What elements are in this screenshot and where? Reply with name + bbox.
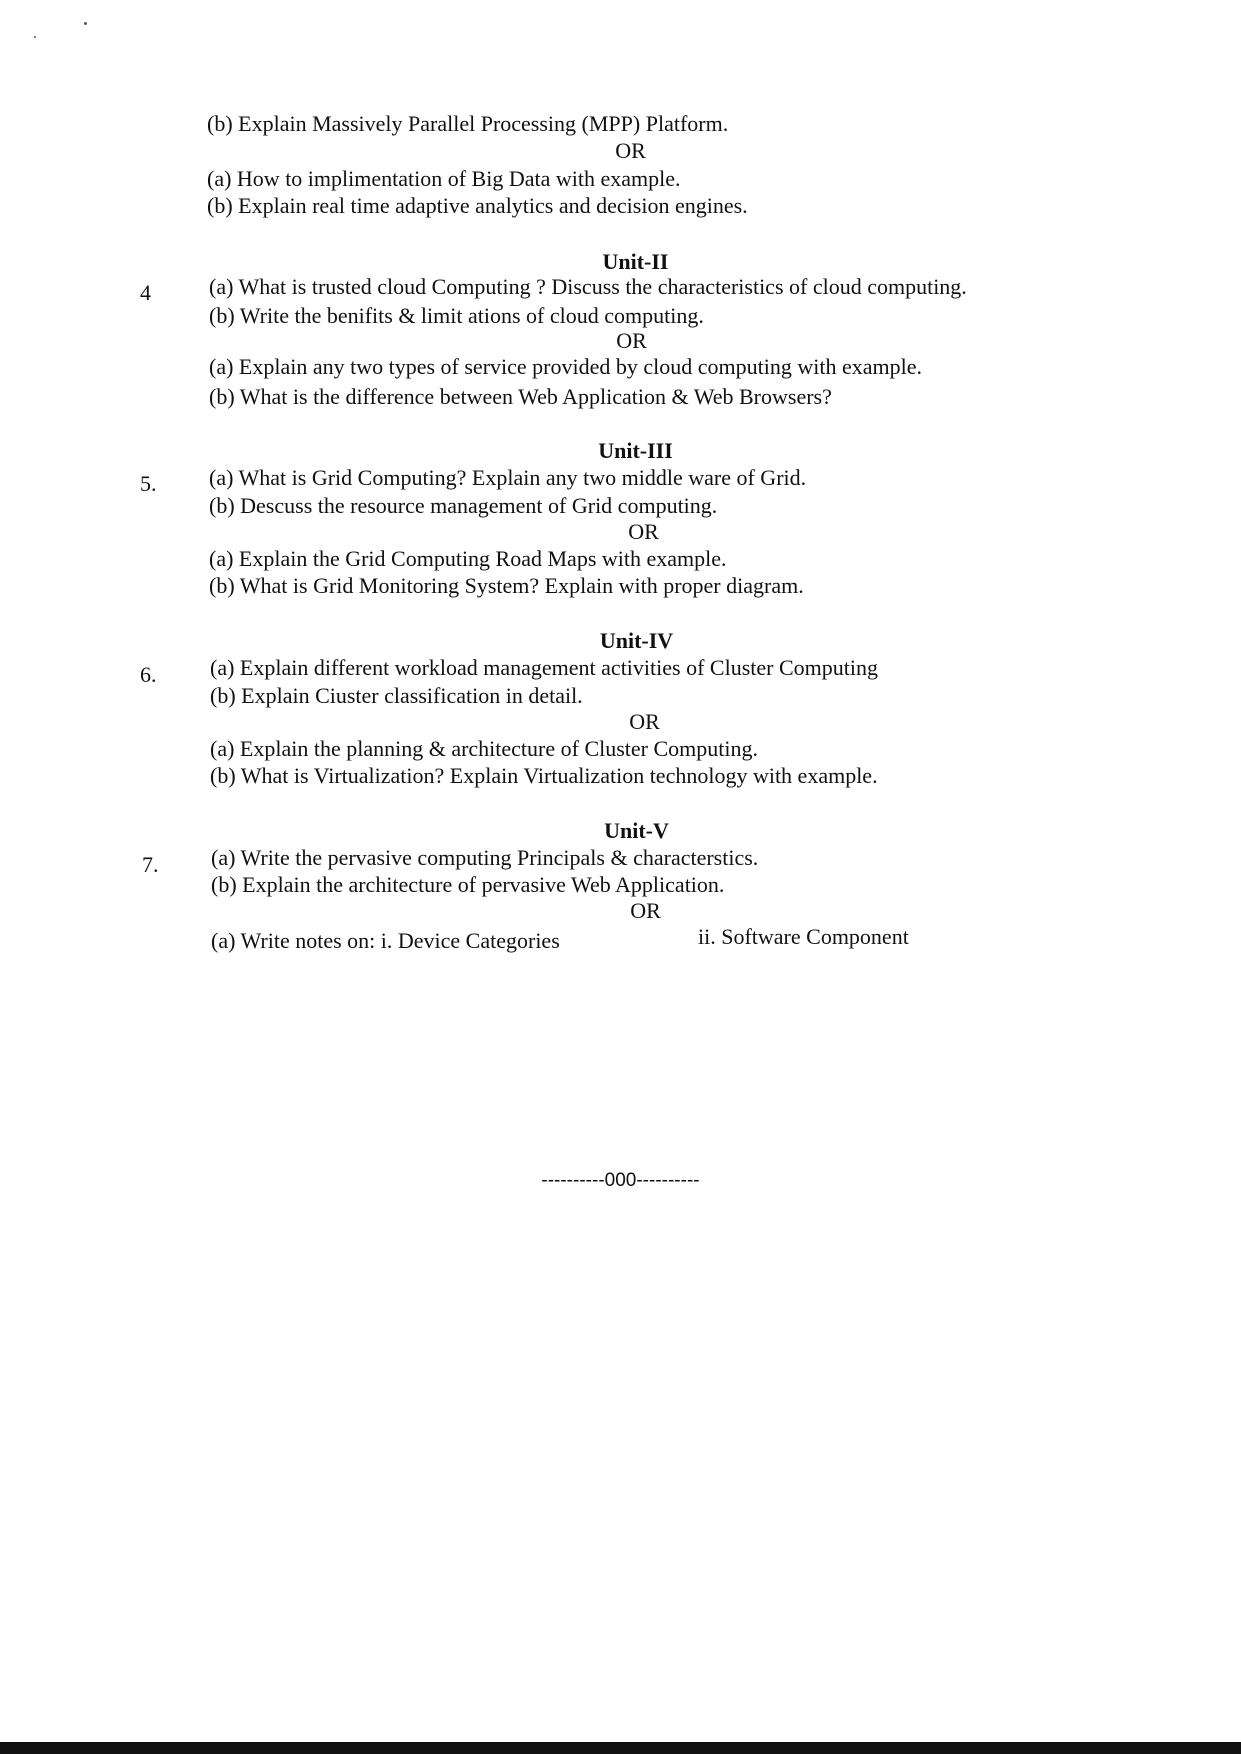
scan-bottom-edge <box>0 1742 1241 1754</box>
question-5a: (a) What is Grid Computing? Explain any two middle ware of Grid. <box>209 465 807 490</box>
question-5b: (b) Descuss the resource management of Grid computing. <box>209 493 718 518</box>
scan-speck <box>34 36 36 38</box>
or-divider: OR <box>616 328 647 353</box>
question-7-alt-a-part-ii: ii. Software Component <box>698 924 909 949</box>
end-of-paper-mark: ----------000---------- <box>541 1170 700 1191</box>
or-divider: OR <box>629 709 660 734</box>
question-6-alt-a: (a) Explain the planning & architecture of Cluster Computing. <box>210 736 759 761</box>
question-3b: (b) Explain Massively Parallel Processing (MPP) Platform. <box>207 111 729 136</box>
question-3-alt-a: (a) How to implimentation of Big Data with example. <box>207 166 681 191</box>
question-6-alt-b: (b) What is Virtualization? Explain Virtualization technology with example. <box>210 763 878 788</box>
question-4-alt-a: (a) Explain any two types of service provided by cloud computing with example. <box>209 354 922 379</box>
unit-iii-heading: Unit-III <box>598 438 673 463</box>
or-divider: OR <box>615 138 646 163</box>
question-4a: (a) What is trusted cloud Computing ? Discuss the characteristics of cloud computing. <box>209 274 967 299</box>
question-6b: (b) Explain Ciuster classification in detail. <box>210 683 583 708</box>
question-3-alt-b: (b) Explain real time adaptive analytics and decision engines. <box>207 193 748 218</box>
question-6a: (a) Explain different workload management activities of Cluster Computing <box>210 655 878 680</box>
scan-speck <box>84 22 87 25</box>
or-divider: OR <box>630 898 661 923</box>
question-number-7: 7. <box>142 852 159 877</box>
question-number-6: 6. <box>140 662 157 687</box>
question-5-alt-a: (a) Explain the Grid Computing Road Maps with example. <box>209 546 727 571</box>
unit-iv-heading: Unit-IV <box>599 628 674 653</box>
question-7a: (a) Write the pervasive computing Principals & characterstics. <box>211 845 759 870</box>
or-divider: OR <box>628 519 659 544</box>
unit-ii-heading: Unit-II <box>602 249 669 274</box>
question-number-4: 4 <box>140 280 151 305</box>
question-4b: (b) Write the benifits & limit ations of cloud computing. <box>209 303 704 328</box>
question-4-alt-b: (b) What is the difference between Web Application & Web Browsers? <box>209 384 832 409</box>
question-5-alt-b: (b) What is Grid Monitoring System? Explain with proper diagram. <box>209 573 804 598</box>
question-7b: (b) Explain the architecture of pervasive Web Application. <box>211 872 725 897</box>
question-number-5: 5. <box>140 471 157 496</box>
question-7-alt-a: (a) Write notes on: i. Device Categories <box>211 928 560 953</box>
unit-v-heading: Unit-V <box>604 818 669 843</box>
